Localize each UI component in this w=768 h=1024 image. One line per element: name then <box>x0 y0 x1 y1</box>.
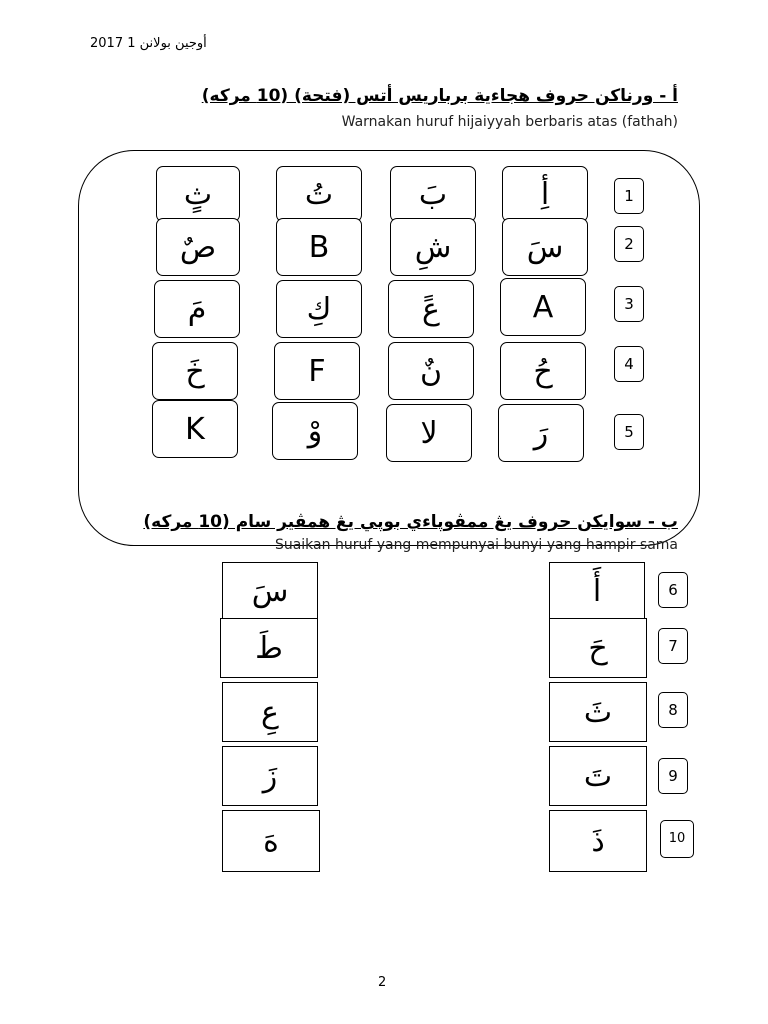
grid-cell[interactable]: نٌ <box>388 342 474 400</box>
grid-cell[interactable]: مَ <box>154 280 240 338</box>
left-letter-box[interactable]: هَ <box>222 810 320 872</box>
row-number: 1 <box>614 178 644 214</box>
item-number: 10 <box>660 820 694 858</box>
grid-cell[interactable]: لا <box>386 404 472 462</box>
page-number: 2 <box>378 975 387 990</box>
grid-cell[interactable]: رَ <box>498 404 584 462</box>
grid-cell[interactable]: كِ <box>276 280 362 338</box>
grid-cell[interactable]: شِ <box>390 218 476 276</box>
item-number: 9 <box>658 758 688 794</box>
grid-cell[interactable]: خَ <box>152 342 238 400</box>
header-text: أوجين بولانن 1 2017 <box>90 36 207 51</box>
right-letter-box[interactable]: ثَ <box>549 682 647 742</box>
row-number: 3 <box>614 286 644 322</box>
grid-cell[interactable]: B <box>276 218 362 276</box>
grid-cell[interactable]: وْ <box>272 402 358 460</box>
grid-cell[interactable]: تُ <box>276 166 362 222</box>
right-letter-box[interactable]: تَ <box>549 746 647 806</box>
left-letter-box[interactable]: سَ <box>222 562 318 620</box>
left-letter-box[interactable]: عِ <box>222 682 318 742</box>
right-letter-box[interactable]: ذَ <box>549 810 647 872</box>
grid-cell[interactable]: ثٍ <box>156 166 240 222</box>
section-b-title-latin: Suaikan huruf yang mempunyai bunyi yang hampir sama <box>274 537 678 553</box>
grid-cell[interactable]: أِ <box>502 166 588 222</box>
item-number: 8 <box>658 692 688 728</box>
grid-cell[interactable]: حُ <box>500 342 586 400</box>
grid-cell[interactable]: K <box>152 400 238 458</box>
grid-cell[interactable]: سَ <box>502 218 588 276</box>
grid-cell[interactable]: صٌ <box>156 218 240 276</box>
grid-cell[interactable]: عً <box>388 280 474 338</box>
right-letter-box[interactable]: أَ <box>549 562 645 620</box>
left-letter-box[interactable]: طَ <box>220 618 318 678</box>
grid-cell[interactable]: A <box>500 278 586 336</box>
left-letter-box[interactable]: زَ <box>222 746 318 806</box>
row-number: 2 <box>614 226 644 262</box>
right-letter-box[interactable]: حَ <box>549 618 647 678</box>
row-number: 5 <box>614 414 644 450</box>
row-number: 4 <box>614 346 644 382</box>
grid-cell[interactable]: بَ <box>390 166 476 222</box>
grid-cell[interactable]: F <box>274 342 360 400</box>
item-number: 7 <box>658 628 688 664</box>
section-b-title-arabic: ب - سوايكن حروف يڠ ممڤوڽاءي بوڽي يڠ همڤير سام (10 مركه) <box>143 512 678 532</box>
item-number: 6 <box>658 572 688 608</box>
section-a-title-arabic: أ - ورناكن حروف هجاءية برباريس أتس (فتحة) (10 مركه) <box>201 86 678 106</box>
section-a-title-latin: Warnakan huruf hijaiyyah berbaris atas (fathah) <box>341 114 678 130</box>
